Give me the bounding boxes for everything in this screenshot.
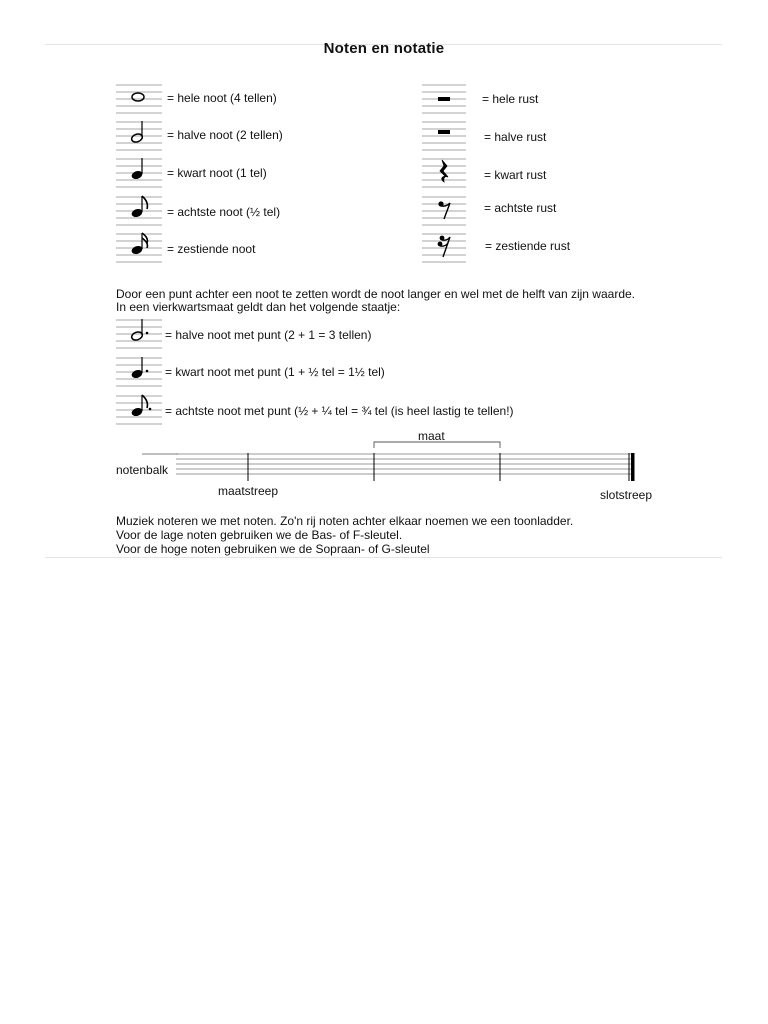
rest-label-whole: = hele rust bbox=[482, 92, 539, 106]
staff-lines bbox=[116, 320, 162, 348]
note-label-whole: = hele noot (4 tellen) bbox=[167, 91, 277, 105]
slotstreep-label: slotstreep bbox=[600, 488, 653, 502]
half-note-icon bbox=[116, 120, 162, 155]
page-title: Noten en notatie bbox=[323, 40, 445, 57]
whole-rest-icon bbox=[422, 83, 466, 118]
eighth-rest-icon bbox=[422, 195, 466, 230]
dotted-quarter-note-icon bbox=[116, 356, 162, 391]
staff-lines bbox=[116, 85, 162, 113]
dotted-label-half: = halve noot met punt (2 + 1 = 3 tellen) bbox=[165, 328, 372, 342]
dotted-label-eighth: = achtste noot met punt (½ + ¼ tel = ¾ tel (is heel lastig te tellen!) bbox=[165, 404, 514, 418]
footer-line-1: Muziek noteren we met noten. Zo'n rij noten achter elkaar noemen we een toonladder. bbox=[116, 514, 574, 528]
staff-lines bbox=[422, 122, 466, 150]
note-label-half: = halve noot (2 tellen) bbox=[167, 128, 283, 142]
notenbalk-lines bbox=[176, 454, 634, 474]
staff-diagram bbox=[140, 438, 640, 488]
dotted-eighth-note-icon bbox=[116, 394, 162, 429]
slotstreep-line bbox=[629, 453, 635, 481]
rest-label-quarter: = kwart rust bbox=[484, 168, 547, 182]
staff-lines bbox=[422, 197, 466, 225]
dot-intro-line-2: In een vierkwartsmaat geldt dan het volgende staatje: bbox=[116, 300, 401, 314]
half-rest-icon bbox=[422, 120, 466, 155]
rest-label-sixteenth: = zestiende rust bbox=[485, 239, 571, 253]
maatstreep-label: maatstreep bbox=[218, 484, 279, 498]
rest-label-eighth: = achtste rust bbox=[484, 201, 557, 215]
eighth-note-icon bbox=[116, 195, 162, 230]
bottom-divider bbox=[45, 557, 722, 558]
quarter-note-icon bbox=[116, 157, 162, 192]
dotted-label-quarter: = kwart noot met punt (1 + ½ tel = 1½ tel) bbox=[165, 365, 385, 379]
dotted-half-note-icon bbox=[116, 318, 162, 353]
notenbalk-label: notenbalk bbox=[116, 463, 169, 477]
whole-note-icon bbox=[116, 83, 162, 118]
note-label-sixteenth: = zestiende noot bbox=[167, 242, 256, 256]
maatstreep-lines bbox=[248, 453, 500, 481]
dot-intro-line-1: Door een punt achter een noot te zetten wordt de noot langer en wel met de helft van zijn waarde. bbox=[116, 287, 635, 301]
staff-lines bbox=[116, 122, 162, 150]
rest-label-half: = halve rust bbox=[484, 130, 547, 144]
footer-line-3: Voor de hoge noten gebruiken we de Sopraan- of G-sleutel bbox=[116, 542, 430, 556]
footer-line-2: Voor de lage noten gebruiken we de Bas- of F-sleutel. bbox=[116, 528, 403, 542]
sixteenth-note-icon bbox=[116, 232, 162, 267]
note-label-quarter: = kwart noot (1 tel) bbox=[167, 166, 267, 180]
note-label-eighth: = achtste noot (½ tel) bbox=[167, 205, 281, 219]
maat-label: maat bbox=[418, 429, 445, 443]
sixteenth-rest-icon bbox=[422, 232, 466, 267]
quarter-rest-icon bbox=[422, 157, 466, 192]
